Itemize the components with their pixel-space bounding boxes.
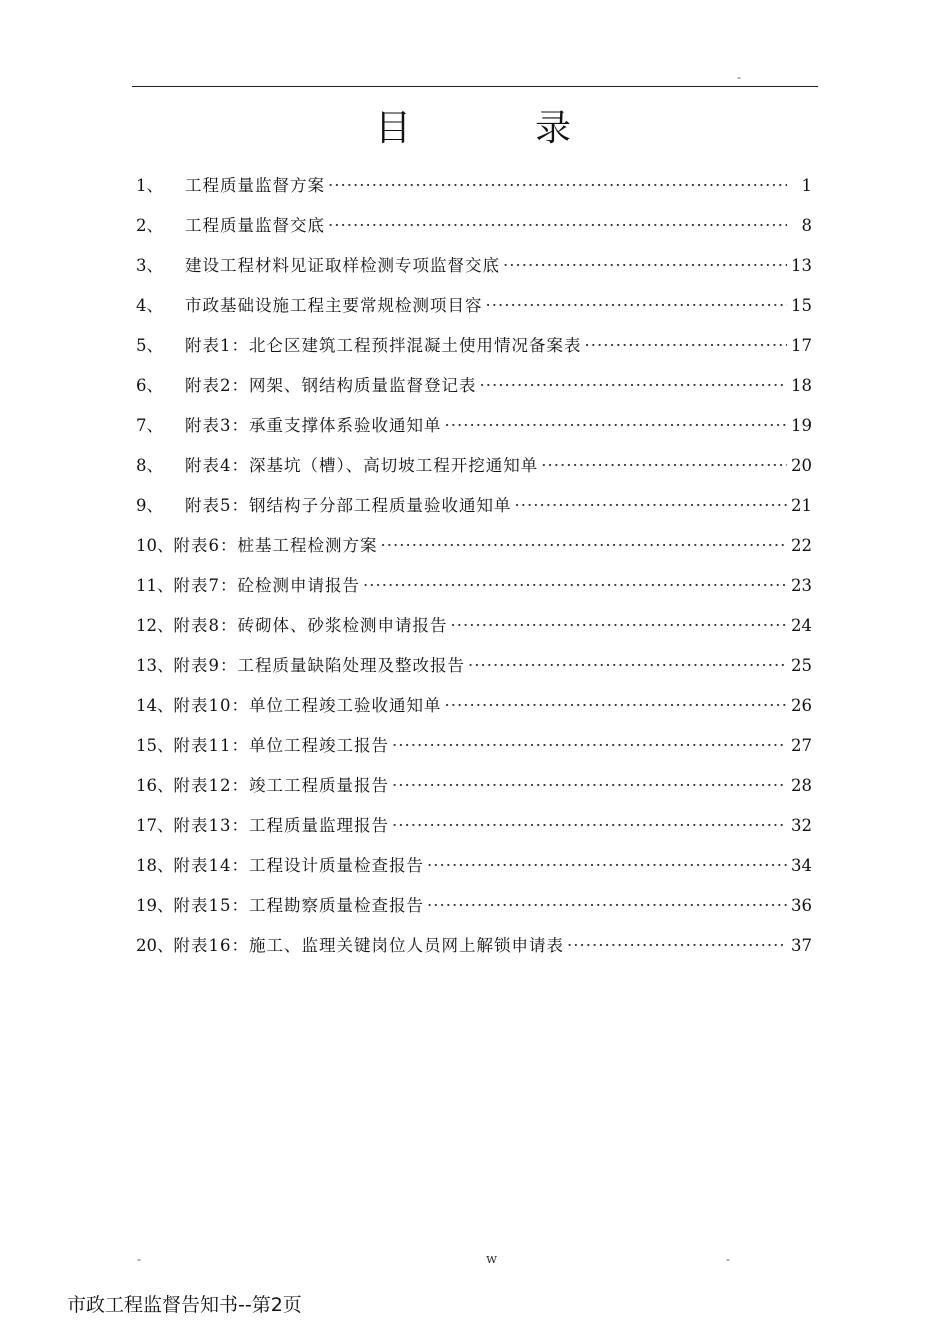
toc-page-number: 34 [791,856,812,875]
toc-label: 附表12：竣工工程质量报告 [173,776,389,795]
toc-leader [392,736,787,755]
toc-leader [445,416,788,435]
toc-label: 附表14：工程设计质量检查报告 [173,856,424,875]
toc-label: 附表5：钢结构子分部工程质量验收通知单 [185,496,512,515]
toc-page-number: 24 [791,616,812,635]
toc-label: 附表4：深基坑（槽）、高切坡工程开挖通知单 [185,456,539,475]
toc-page-number: 18 [791,376,812,395]
page-title-right: 录 [535,108,576,149]
toc-label: 附表3：承重支撑体系验收通知单 [185,416,442,435]
toc-page-number: 17 [791,336,812,355]
footer-mark-left: - [137,1252,141,1266]
toc-label: 附表11：单位工程竣工报告 [173,736,389,755]
toc-number: 1、 [136,176,163,195]
toc-page-number: 36 [791,896,812,915]
footer-mark-right: - [726,1252,730,1266]
toc-number: 4、 [136,296,163,315]
toc-leader [363,576,787,595]
toc-label: 附表7：砼检测申请报告 [173,576,360,595]
document-caption: 市政工程监督告知书--第2页 [67,1294,302,1316]
toc-page-number: 25 [791,656,812,675]
toc-page-number: 26 [791,696,812,715]
toc-label: 附表9：工程质量缺陷处理及整改报告 [173,656,465,675]
page-title-left: 目 [374,108,415,149]
footer-mark-center: w [486,1252,498,1267]
toc-number: 2、 [136,216,163,235]
toc-number: 16、 [136,776,174,795]
toc-number: 12、 [136,616,174,635]
toc-leader [381,536,788,555]
header-rule [132,86,818,87]
toc-entry[interactable] [136,492,812,532]
toc-label: 工程质量监督交底 [185,216,325,235]
toc-number: 6、 [136,376,163,395]
toc-page-number: 37 [791,936,812,955]
toc-label: 附表15：工程勘察质量检查报告 [173,896,424,915]
toc-label: 工程质量监督方案 [185,176,325,195]
toc-page-number: 27 [791,736,812,755]
toc-leader [451,616,788,635]
toc-label: 附表8：砖砌体、砂浆检测申请报告 [173,616,448,635]
toc-entry[interactable] [136,812,812,852]
table-of-contents [136,172,812,972]
toc-page-number: 32 [791,816,812,835]
toc-leader [427,856,787,875]
toc-page-number: 19 [791,416,812,435]
toc-page-number: 20 [791,456,812,475]
toc-label: 附表6：桩基工程检测方案 [173,536,378,555]
toc-entry[interactable] [136,692,812,732]
toc-number: 13、 [136,656,174,675]
toc-number: 5、 [136,336,163,355]
toc-page-number: 1 [801,176,812,195]
toc-leader [392,816,787,835]
toc-label: 市政基础设施工程主要常规检测项目容 [185,296,483,315]
toc-number: 8、 [136,456,163,475]
toc-number: 14、 [136,696,174,715]
toc-page-number: 22 [791,536,812,555]
toc-page-number: 8 [801,216,812,235]
toc-leader [585,336,788,355]
toc-page-number: 23 [791,576,812,595]
toc-entry[interactable] [136,372,812,412]
toc-leader [427,896,787,915]
toc-leader [515,496,788,515]
header-mark: - [737,70,741,84]
toc-leader [567,936,787,955]
toc-entry[interactable] [136,852,812,892]
toc-leader [392,776,787,795]
toc-leader [328,176,787,195]
toc-number: 19、 [136,896,174,915]
toc-leader [486,296,788,315]
toc-label: 附表10：单位工程竣工验收通知单 [173,696,442,715]
toc-entry[interactable] [136,252,812,292]
toc-leader [445,696,788,715]
toc-entry[interactable] [136,412,812,452]
toc-entry[interactable] [136,652,812,692]
toc-leader [468,656,787,675]
toc-leader [541,456,787,475]
toc-entry[interactable] [136,732,812,772]
toc-number: 3、 [136,256,163,275]
toc-label: 附表2：网架、钢结构质量监督登记表 [185,376,477,395]
toc-entry[interactable] [136,612,812,652]
toc-leader [480,376,788,395]
toc-entry[interactable] [136,332,812,372]
toc-entry[interactable] [136,532,812,572]
toc-label: 附表1：北仑区建筑工程预拌混凝土使用情况备案表 [185,336,582,355]
toc-entry[interactable] [136,572,812,612]
toc-number: 11、 [136,576,174,595]
toc-entry[interactable] [136,452,812,492]
toc-page-number: 21 [791,496,812,515]
page-title [0,100,950,151]
toc-page-number: 15 [791,296,812,315]
toc-page-number: 28 [791,776,812,795]
toc-number: 17、 [136,816,174,835]
toc-number: 18、 [136,856,174,875]
toc-entry[interactable] [136,892,812,932]
toc-leader [503,256,787,275]
toc-entry[interactable] [136,172,812,212]
toc-entry[interactable] [136,772,812,812]
toc-entry[interactable] [136,292,812,332]
toc-number: 20、 [136,936,174,955]
toc-label: 附表16：施工、监理关键岗位人员网上解锁申请表 [173,936,564,955]
toc-number: 10、 [136,536,174,555]
toc-number: 7、 [136,416,163,435]
toc-leader [328,216,787,235]
toc-number: 15、 [136,736,174,755]
toc-page-number: 13 [791,256,812,275]
toc-number: 9、 [136,496,163,515]
toc-entry[interactable] [136,212,812,252]
toc-label: 建设工程材料见证取样检测专项监督交底 [185,256,500,275]
toc-entry[interactable] [136,932,812,972]
toc-label: 附表13：工程质量监理报告 [173,816,389,835]
